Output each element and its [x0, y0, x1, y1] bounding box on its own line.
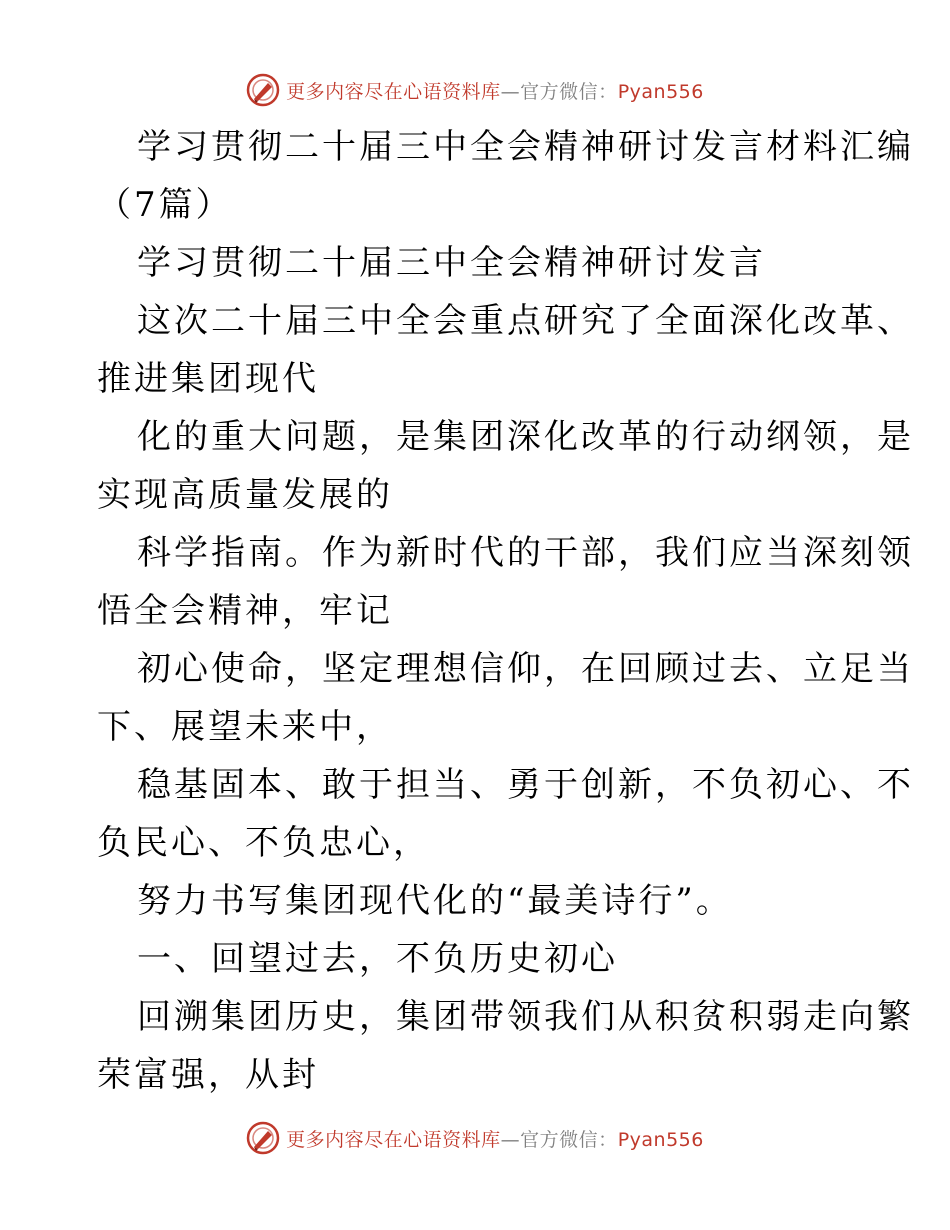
text-line: （7篇）	[97, 185, 233, 225]
footer-watermark	[0, 1118, 950, 1158]
text-line: 初心使命，坚定理想信仰，在回顾过去、立足当	[137, 649, 914, 689]
text-line: 回溯集团历史，集团带领我们从积贫积弱走向繁	[137, 997, 914, 1037]
watermark-handle: Pyan556	[617, 1128, 704, 1151]
watermark-handle: Pyan556	[617, 80, 704, 103]
watermark-text	[286, 77, 704, 104]
text-line: 化的重大问题，是集团深化改革的行动纲领，是	[137, 417, 914, 457]
text-line: 悟全会精神，牢记	[97, 591, 393, 631]
text-line: 下、展望未来中，	[97, 707, 393, 747]
text-line: 实现高质量发展的	[97, 475, 393, 515]
text-line: 这次二十届三中全会重点研究了全面深化改革、	[137, 301, 914, 341]
watermark-title: 更多内容尽在心语资料库	[286, 80, 501, 103]
watermark-dash: —	[500, 1128, 521, 1151]
pen-logo-icon	[246, 1121, 280, 1155]
text-line: 一、回望过去，不负历史初心	[137, 939, 618, 979]
watermark-dash: —	[500, 80, 521, 103]
pen-logo-icon	[246, 73, 280, 107]
text-line: 学习贯彻二十届三中全会精神研讨发言	[137, 243, 766, 283]
watermark-text	[286, 1125, 704, 1152]
text-line: 科学指南。作为新时代的干部，我们应当深刻领	[137, 533, 914, 573]
watermark-suffix: 官方微信：	[520, 1128, 618, 1151]
document-body	[97, 118, 914, 1104]
text-line: 学习贯彻二十届三中全会精神研讨发言材料汇编	[137, 127, 914, 167]
watermark-title: 更多内容尽在心语资料库	[286, 1128, 501, 1151]
watermark-suffix: 官方微信：	[520, 80, 618, 103]
text-line: 推进集团现代	[97, 359, 319, 399]
header-watermark	[0, 70, 950, 110]
text-line: 努力书写集团现代化的“最美诗行”。	[137, 881, 733, 921]
text-line: 负民心、不负忠心，	[97, 823, 430, 863]
text-line: 稳基固本、敢于担当、勇于创新，不负初心、不	[137, 765, 914, 805]
text-line: 荣富强，从封	[97, 1055, 319, 1095]
